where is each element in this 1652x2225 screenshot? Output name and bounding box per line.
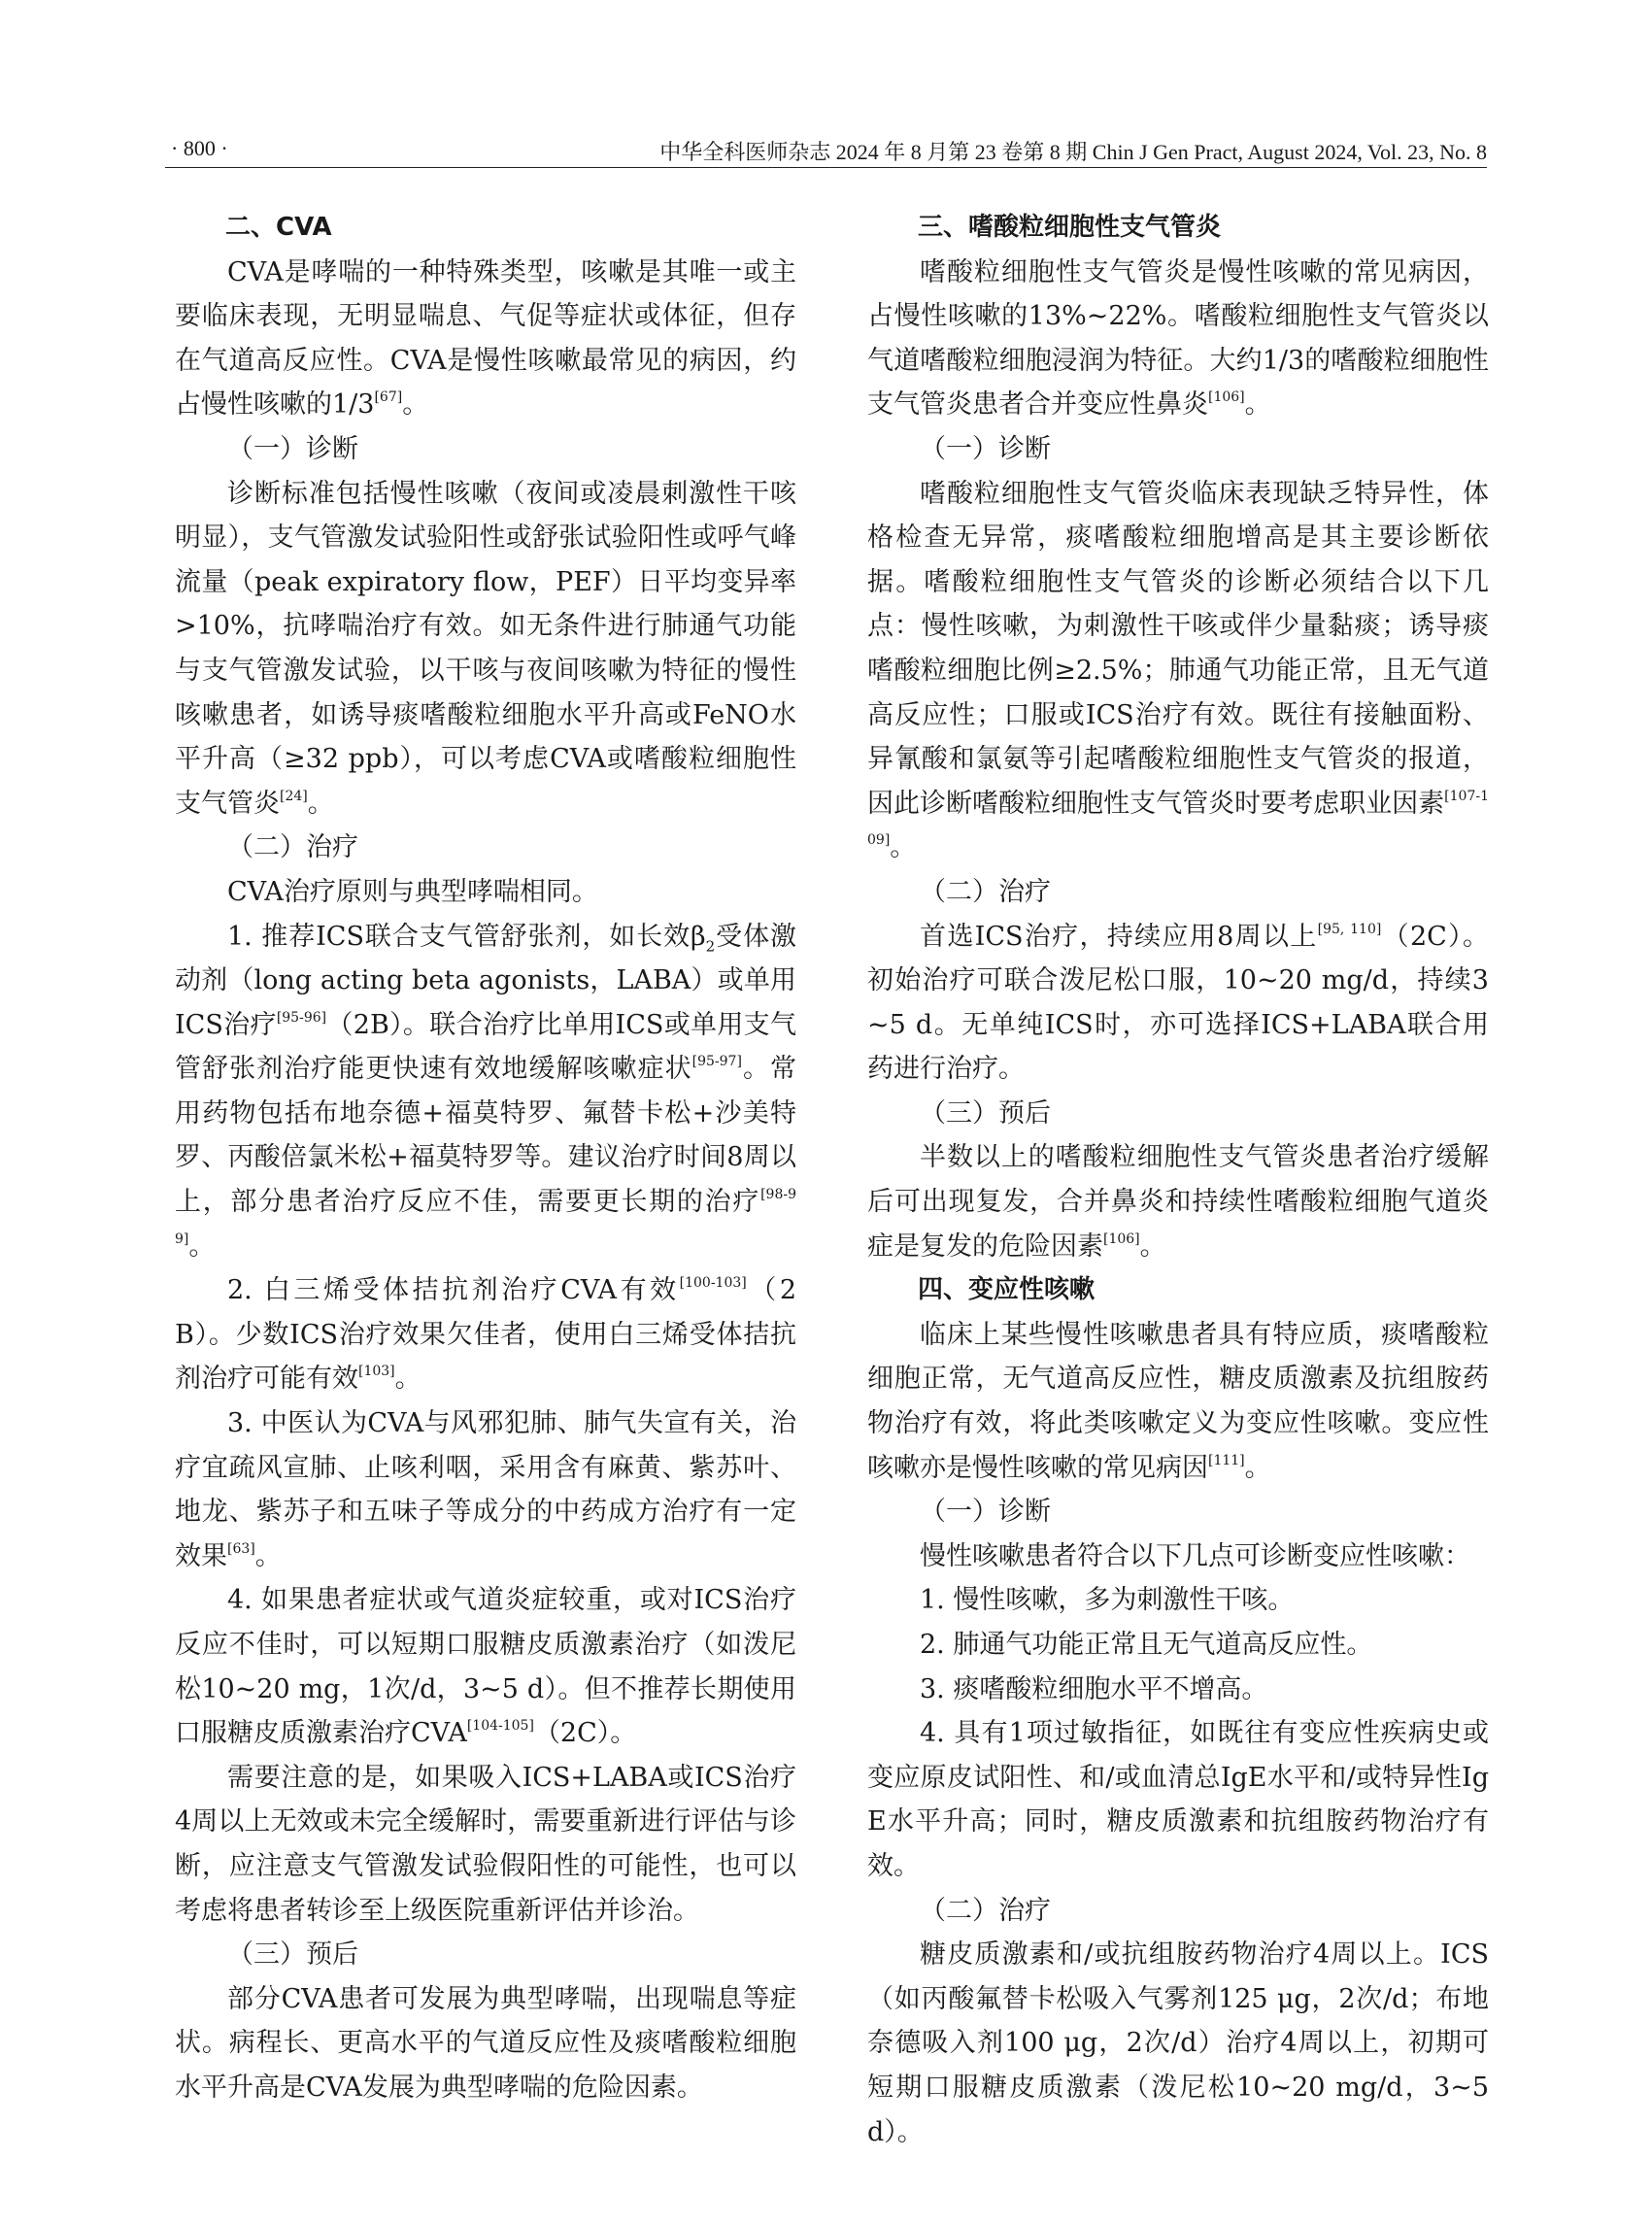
text: 。 [188,1230,216,1262]
citation: [100-103] [679,1275,747,1292]
subheading-treatment: （二）治疗 [920,1895,1051,1926]
text: 首选ICS治疗，持续应用8周以上 [920,921,1318,952]
text: 。 [1244,1452,1271,1483]
text: 受体激动剂（long acting beta agonists，LABA）或单用ICS治疗 [175,921,796,1040]
citation: [103] [358,1364,395,1380]
list-item: 2. 肺通气功能正常且无气道高反应性。 [920,1630,1373,1660]
text: 。 [307,788,334,819]
paragraph [175,1401,796,1578]
subheading-treatment: （二）治疗 [920,876,1051,907]
paragraph [867,1135,1489,1268]
citation: [104-105] [466,1718,534,1735]
text: 。 [402,389,429,421]
text: 。 [1244,389,1271,421]
paragraph: 部分CVA患者可发展为典型哮喘，出现喘息等症状。病程长、更高水平的气道反应性及痰嗜酸粒细胞水平升高是CVA发展为典型哮喘的危险因素。 [175,1983,796,2103]
paragraph [175,915,796,1269]
journal-citation: 中华全科医师杂志 2024 年 8 月第 23 卷第 8 期 Chin J Gen Pract, August 2024, Vol. 23, No. 8 [659,140,1487,164]
citation: [106] [1208,389,1245,406]
citation: [107-109] [867,788,1489,849]
text: 诊断标准包括慢性咳嗽（夜间或凌晨刺激性干咳明显），支气管激发试验阳性或舒张试验阳性或呼气峰流量（peak expiratory flow，PEF）日平均变异率>10%，抗哮喘治疗有效。如无条件进行肺通气功能与支气管激发试验，以干咳与夜间咳嗽为特征的慢性咳嗽患者，如诱导痰嗜酸粒细胞水平升高或FeNO水平升高（≥32 ppb），可以考虑CVA或嗜酸粒细胞性支气管炎 [175,478,796,819]
subheading-diagnosis: （一）诊断 [227,433,358,464]
page-number: · 800 · [171,136,228,160]
paragraph [867,915,1489,1092]
paragraph [175,251,796,427]
citation: [98-99] [175,1187,796,1247]
text: CVA是哮喘的一种特殊类型，咳嗽是其唯一或主要临床表现，无明显喘息、气促等症状或体征，但存在气道高反应性。CVA是慢性咳嗽最常见的病因，约占慢性咳嗽的1/3 [175,256,796,421]
text: （2B）。联合治疗比单用ICS或单用支气管舒张剂治疗能更快速有效地缓解咳嗽症状 [175,1009,797,1085]
paragraph: 糖皮质激素和/或抗组胺药物治疗4周以上。ICS（如丙酸氟替卡松吸入气雾剂125 μg，2次/d；布地奈德吸入剂100 μg，2次/d）治疗4周以上，初期可短期口服糖皮质激素（泼尼松10~20 mg/d，3~5 d）。 [867,1939,1489,2147]
paragraph: 需要注意的是，如果吸入ICS+LABA或ICS治疗4周以上无效或未完全缓解时，需要重新进行评估与诊断，应注意支气管激发试验假阳性的可能性，也可以考虑将患者转诊至上级医院重新评估并诊治。 [175,1762,796,1926]
left-column [175,206,796,2110]
right-column [867,206,1489,2154]
text: 临床上某些慢性咳嗽患者具有特应质，痰嗜酸粒细胞正常，无气道高反应性，糖皮质激素及抗组胺药物治疗有效，将此类咳嗽定义为变应性咳嗽。变应性咳嗽亦是慢性咳嗽的常见病因 [867,1319,1489,1483]
text: （2B）。少数ICS治疗效果欠佳者，使用白三烯受体拮抗剂治疗可能有效 [175,1275,796,1395]
paragraph [175,1268,796,1401]
running-header [165,134,1487,168]
text: 1. 推荐ICS联合支气管舒张剂，如长效β [227,921,706,952]
paragraph: 慢性咳嗽患者符合以下几点可诊断变应性咳嗽： [920,1540,1470,1571]
text: 嗜酸粒细胞性支气管炎是慢性咳嗽的常见病因，占慢性咳嗽的13%~22%。嗜酸粒细胞性支气管炎以气道嗜酸粒细胞浸润为特征。大约1/3的嗜酸粒细胞性支气管炎患者合并变应性鼻炎 [867,256,1489,421]
subheading-treatment: （二）治疗 [227,832,358,863]
list-item: 3. 痰嗜酸粒细胞水平不增高。 [920,1673,1268,1704]
text: 3. 中医认为CVA与风邪犯肺、肺气失宣有关，治疗宜疏风宣肺、止咳利咽，采用含有麻黄、紫苏叶、地龙、紫苏子和五味子等成分的中药成方治疗有一定效果 [175,1408,796,1571]
citation: [67] [374,389,403,406]
text: 4. 如果患者症状或气道炎症较重，或对ICS治疗反应不佳时，可以短期口服糖皮质激素治疗（如泼尼松10~20 mg，1次/d，3~5 d）。但不推荐长期使用口服糖皮质激素治疗CVA [175,1585,796,1749]
section-heading-eb: 三、嗜酸粒细胞性支气管炎 [918,213,1222,242]
text: 2. 白三烯受体拮抗剂治疗CVA有效 [227,1275,680,1306]
citation: [111] [1208,1452,1245,1468]
subheading-diagnosis: （一）诊断 [920,433,1051,464]
subheading-prognosis: （三）预后 [227,1939,358,1971]
text: 。 [394,1364,421,1395]
text: 。常用药物包括布地奈德+福莫特罗、氟替卡松+沙美特罗、丙酸倍氯米松+福莫特罗等。建议治疗时间8周以上，部分患者治疗反应不佳，需要更长期的治疗 [175,1054,797,1218]
paragraph [867,1313,1489,1490]
citation: [95, 110] [1317,921,1382,937]
citation: [106] [1103,1230,1140,1247]
citation: [95-97] [691,1054,742,1070]
text: 半数以上的嗜酸粒细胞性支气管炎患者治疗缓解后可出现复发，合并鼻炎和持续性嗜酸粒细胞气道炎症是复发的危险因素 [867,1142,1489,1262]
text: 。 [890,832,917,863]
paragraph [175,472,796,826]
text: （2C）。 [533,1718,637,1749]
text: （2C）。初始治疗可联合泼尼松口服，10~20 mg/d，持续3~5 d。无单纯ICS时，亦可选择ICS+LABA联合用药进行治疗。 [867,921,1490,1085]
subheading-prognosis: （三）预后 [920,1097,1051,1129]
paragraph [867,251,1489,427]
citation: [24] [280,788,308,804]
paragraph [175,1578,796,1755]
list-item: 4. 具有1项过敏指征，如既往有变应性疾病史或变应原皮试阳性、和/或血清总IgE水平和/或特异性IgE水平升高；同时，糖皮质激素和抗组胺药物治疗有效。 [867,1718,1489,1881]
subheading-diagnosis: （一）诊断 [920,1497,1051,1528]
paragraph [867,472,1489,870]
citation: [63] [227,1540,255,1557]
section-heading-allergic-cough: 四、变应性咳嗽 [918,1275,1096,1305]
subscript: 2 [705,936,716,955]
list-item: 1. 慢性咳嗽，多为刺激性干咳。 [920,1585,1295,1616]
text: 嗜酸粒细胞性支气管炎临床表现缺乏特异性，体格检查无异常，痰嗜酸粒细胞增高是其主要诊断依据。嗜酸粒细胞性支气管炎的诊断必须结合以下几点：慢性咳嗽，为刺激性干咳或伴少量黏痰；诱导痰嗜酸粒细胞比例≥2.5%；肺通气功能正常，且无气道高反应性；口服或ICS治疗有效。既往有接触面粉、异氰酸和氯氨等引起嗜酸粒细胞性支气管炎的报道，因此诊断嗜酸粒细胞性支气管炎时要考虑职业因素 [867,478,1489,819]
text: 。 [254,1540,282,1571]
text: 。 [1139,1230,1166,1262]
section-heading-cva: 二、CVA [225,213,332,242]
paragraph: CVA治疗原则与典型哮喘相同。 [227,876,598,907]
citation: [95-96] [276,1009,327,1026]
